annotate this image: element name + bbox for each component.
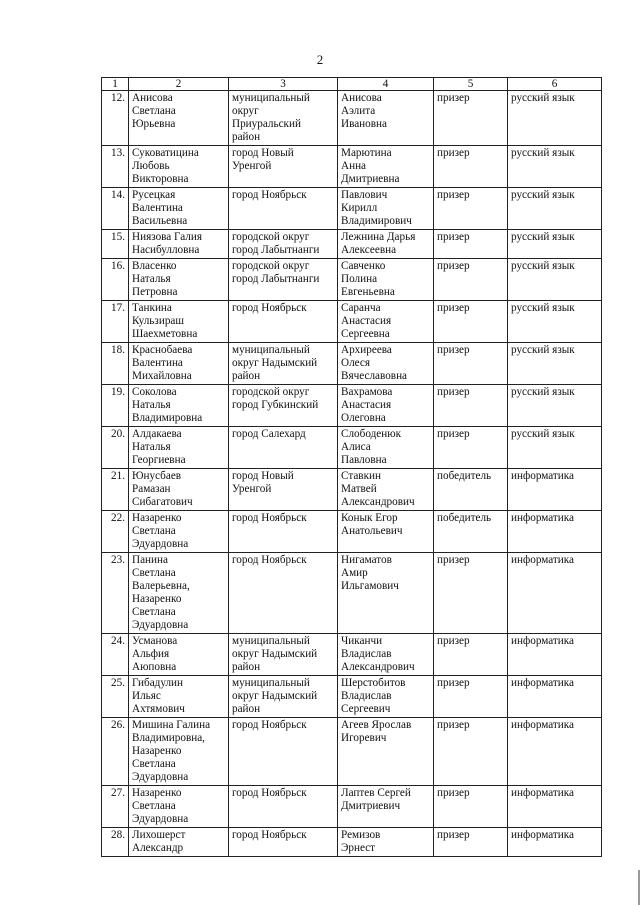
- row-number-cell: 18.: [102, 343, 129, 385]
- student-cell: Лаптев Сергей Дмитриевич: [338, 786, 434, 828]
- status-cell: призер: [434, 343, 508, 385]
- student-cell: Шерстобитов Владислав Сергеевич: [338, 676, 434, 718]
- subject-cell: информатика: [508, 828, 602, 857]
- row-number-cell: 26.: [102, 718, 129, 786]
- row-number-cell: 14.: [102, 188, 129, 230]
- status-cell: призер: [434, 786, 508, 828]
- student-cell: Павлович Кирилл Владимирович: [338, 188, 434, 230]
- teacher-cell: Ниязова Галия Насибулловна: [129, 230, 229, 259]
- student-cell: Марютина Анна Дмитриевна: [338, 146, 434, 188]
- status-cell: призер: [434, 676, 508, 718]
- municipality-cell: город Салехард: [229, 427, 338, 469]
- municipality-cell: город Ноябрьск: [229, 718, 338, 786]
- teacher-cell: Суковатицина Любовь Викторовна: [129, 146, 229, 188]
- teacher-cell: Власенко Наталья Петровна: [129, 259, 229, 301]
- table-row: [102, 427, 602, 469]
- table-row: [102, 91, 602, 146]
- teacher-cell: Русецкая Валентина Васильевна: [129, 188, 229, 230]
- teacher-cell: Соколова Наталья Владимировна: [129, 385, 229, 427]
- student-cell: Вахрамова Анастасия Олеговна: [338, 385, 434, 427]
- table-row: [102, 718, 602, 786]
- student-cell: Лежнина Дарья Алексеевна: [338, 230, 434, 259]
- header-cell-status: 5: [434, 78, 508, 91]
- results-table: [101, 77, 602, 857]
- status-cell: призер: [434, 146, 508, 188]
- student-cell: Конык Егор Анатольевич: [338, 511, 434, 553]
- municipality-cell: городской округ город Лабытнанги: [229, 259, 338, 301]
- row-number-cell: 15.: [102, 230, 129, 259]
- student-cell: Слободенюк Алиса Павловна: [338, 427, 434, 469]
- municipality-cell: город Ноябрьск: [229, 301, 338, 343]
- row-number-cell: 27.: [102, 786, 129, 828]
- municipality-cell: городской округ город Лабытнанги: [229, 230, 338, 259]
- status-cell: призер: [434, 91, 508, 146]
- row-number-cell: 21.: [102, 469, 129, 511]
- student-cell: Архиреева Олеся Вячеславовна: [338, 343, 434, 385]
- table-row: [102, 634, 602, 676]
- subject-cell: русский язык: [508, 146, 602, 188]
- table-row: [102, 828, 602, 857]
- municipality-cell: муниципальный округ Надымский район: [229, 634, 338, 676]
- teacher-cell: Мишина Галина Владимировна, Назаренко Светлана Эдуардовна: [129, 718, 229, 786]
- teacher-cell: Танкина Кульзираш Шаехметовна: [129, 301, 229, 343]
- table-row: [102, 511, 602, 553]
- table-row: [102, 469, 602, 511]
- header-cell-teacher: 2: [129, 78, 229, 91]
- status-cell: призер: [434, 259, 508, 301]
- student-cell: Саранча Анастасия Сергеевна: [338, 301, 434, 343]
- subject-cell: русский язык: [508, 230, 602, 259]
- subject-cell: русский язык: [508, 91, 602, 146]
- table-row: [102, 676, 602, 718]
- municipality-cell: город Ноябрьск: [229, 188, 338, 230]
- status-cell: победитель: [434, 469, 508, 511]
- table-row: [102, 385, 602, 427]
- row-number-cell: 13.: [102, 146, 129, 188]
- teacher-cell: Краснобаева Валентина Михайловна: [129, 343, 229, 385]
- row-number-cell: 19.: [102, 385, 129, 427]
- status-cell: призер: [434, 427, 508, 469]
- header-cell-subject: 6: [508, 78, 602, 91]
- table-row: [102, 343, 602, 385]
- header-cell-student: 4: [338, 78, 434, 91]
- row-number-cell: 23.: [102, 553, 129, 634]
- status-cell: призер: [434, 188, 508, 230]
- student-cell: Анисова Аэлита Ивановна: [338, 91, 434, 146]
- row-number-cell: 24.: [102, 634, 129, 676]
- subject-cell: информатика: [508, 676, 602, 718]
- municipality-cell: муниципальный округ Приуральский район: [229, 91, 338, 146]
- municipality-cell: город Новый Уренгой: [229, 469, 338, 511]
- municipality-cell: муниципальный округ Надымский район: [229, 343, 338, 385]
- subject-cell: русский язык: [508, 427, 602, 469]
- page-number: 2: [316, 52, 324, 67]
- status-cell: призер: [434, 828, 508, 857]
- status-cell: призер: [434, 385, 508, 427]
- subject-cell: информатика: [508, 634, 602, 676]
- table-row: [102, 786, 602, 828]
- status-cell: призер: [434, 634, 508, 676]
- student-cell: Агеев Ярослав Игоревич: [338, 718, 434, 786]
- municipality-cell: город Новый Уренгой: [229, 146, 338, 188]
- subject-cell: информатика: [508, 553, 602, 634]
- teacher-cell: Лихошерст Александр: [129, 828, 229, 857]
- status-cell: призер: [434, 553, 508, 634]
- student-cell: Савченко Полина Евгеньевна: [338, 259, 434, 301]
- municipality-cell: город Ноябрьск: [229, 828, 338, 857]
- student-cell: Ставкин Матвей Александрович: [338, 469, 434, 511]
- header-cell-number: 1: [102, 78, 129, 91]
- row-number-cell: 22.: [102, 511, 129, 553]
- municipality-cell: городской округ город Губкинский: [229, 385, 338, 427]
- subject-cell: русский язык: [508, 188, 602, 230]
- header-row: [102, 78, 602, 91]
- table-row: [102, 553, 602, 634]
- teacher-cell: Панина Светлана Валерьевна, Назаренко Светлана Эдуардовна: [129, 553, 229, 634]
- status-cell: победитель: [434, 511, 508, 553]
- row-number-cell: 25.: [102, 676, 129, 718]
- table-row: [102, 301, 602, 343]
- teacher-cell: Усманова Альфия Аюповна: [129, 634, 229, 676]
- municipality-cell: город Ноябрьск: [229, 786, 338, 828]
- subject-cell: информатика: [508, 786, 602, 828]
- table-row: [102, 230, 602, 259]
- header-cell-municipality: 3: [229, 78, 338, 91]
- subject-cell: информатика: [508, 511, 602, 553]
- subject-cell: русский язык: [508, 343, 602, 385]
- status-cell: призер: [434, 230, 508, 259]
- row-number-cell: 20.: [102, 427, 129, 469]
- municipality-cell: муниципальный округ Надымский район: [229, 676, 338, 718]
- student-cell: Нигаматов Амир Ильгамович: [338, 553, 434, 634]
- table-body: [102, 91, 602, 857]
- subject-cell: русский язык: [508, 301, 602, 343]
- teacher-cell: Гибадулин Ильяс Ахтямович: [129, 676, 229, 718]
- table-row: [102, 146, 602, 188]
- status-cell: призер: [434, 301, 508, 343]
- subject-cell: информатика: [508, 469, 602, 511]
- teacher-cell: Анисова Светлана Юрьевна: [129, 91, 229, 146]
- teacher-cell: Назаренко Светлана Эдуардовна: [129, 511, 229, 553]
- status-cell: призер: [434, 718, 508, 786]
- subject-cell: русский язык: [508, 259, 602, 301]
- municipality-cell: город Ноябрьск: [229, 553, 338, 634]
- row-number-cell: 28.: [102, 828, 129, 857]
- student-cell: Ремизов Эрнест: [338, 828, 434, 857]
- row-number-cell: 17.: [102, 301, 129, 343]
- table-row: [102, 259, 602, 301]
- row-number-cell: 16.: [102, 259, 129, 301]
- subject-cell: русский язык: [508, 385, 602, 427]
- teacher-cell: Алдакаева Наталья Георгиевна: [129, 427, 229, 469]
- table-row: [102, 188, 602, 230]
- subject-cell: информатика: [508, 718, 602, 786]
- row-number-cell: 12.: [102, 91, 129, 146]
- municipality-cell: город Ноябрьск: [229, 511, 338, 553]
- teacher-cell: Юнусбаев Рамазан Сибагатович: [129, 469, 229, 511]
- teacher-cell: Назаренко Светлана Эдуардовна: [129, 786, 229, 828]
- student-cell: Чиканчи Владислав Александрович: [338, 634, 434, 676]
